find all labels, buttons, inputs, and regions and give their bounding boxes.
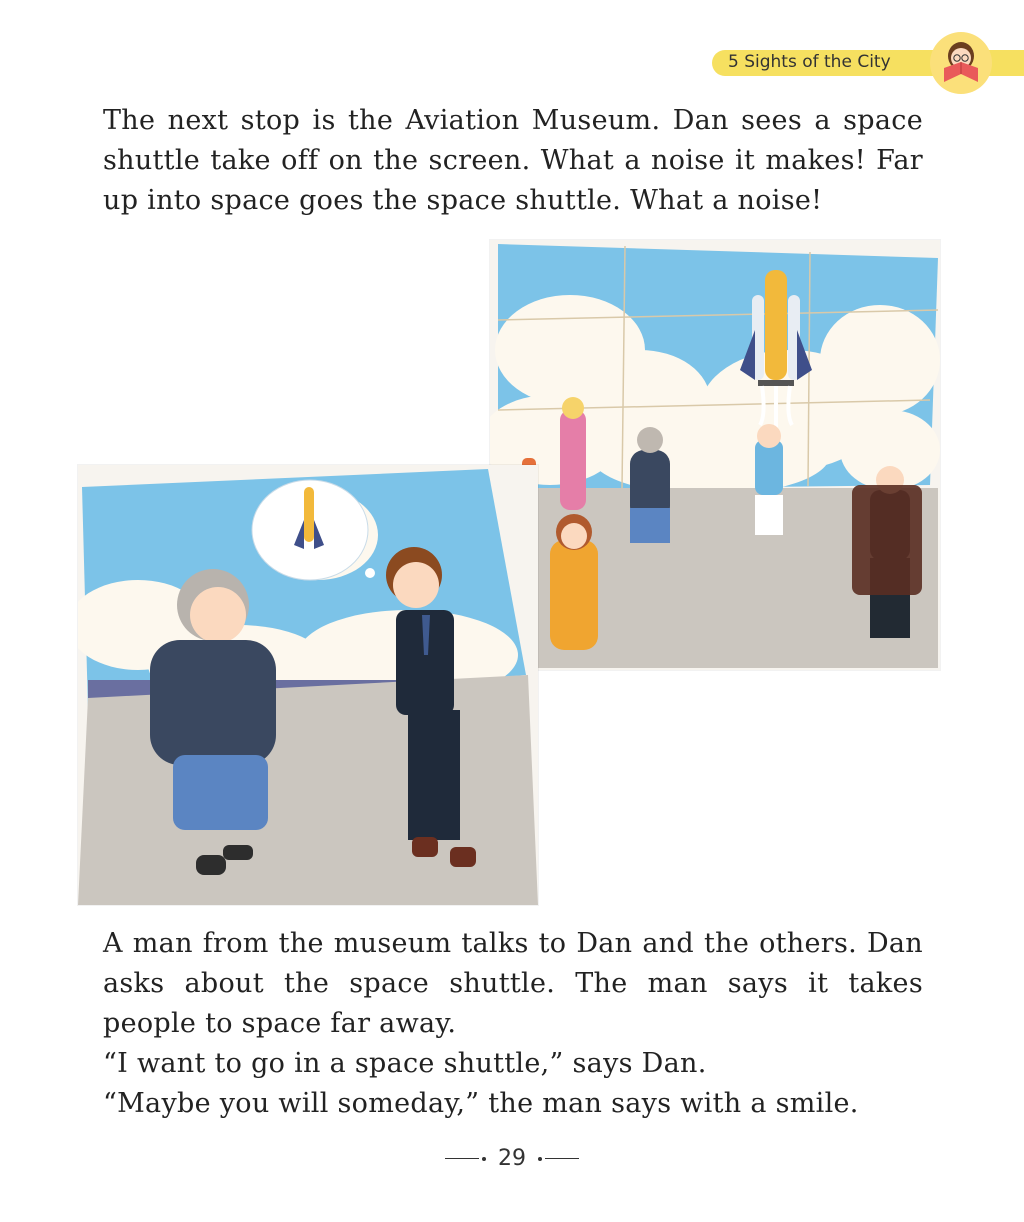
intro-paragraph [103, 101, 923, 221]
man-quote: “Maybe you will someday,” the man says with a smile. [103, 1088, 859, 1119]
story-block [103, 924, 923, 1124]
intro-text: The next stop is the Aviation Museum. Dan sees a space shuttle take off on the screen. What a noise it makes! Far up into space goes the space shuttle. What a noise! [103, 105, 923, 216]
footer-dot-left [482, 1157, 486, 1161]
dan-and-man-illustration [78, 465, 538, 905]
page-number: 29 [498, 1146, 526, 1171]
page-footer [0, 1146, 1024, 1171]
museum-window-illustration [490, 240, 940, 670]
footer-dot-right [538, 1157, 542, 1161]
story-text: A man from the museum talks to Dan and the others. Dan asks about the space shuttle. The man says it takes people to space far away. [103, 928, 923, 1039]
footer-rule-right [545, 1158, 579, 1159]
footer-rule-left [445, 1158, 479, 1159]
dan-quote: “I want to go in a space shuttle,” says Dan. [103, 1048, 707, 1079]
girl-reading-book-icon [930, 32, 992, 94]
chapter-label: 5 Sights of the City [728, 52, 891, 72]
